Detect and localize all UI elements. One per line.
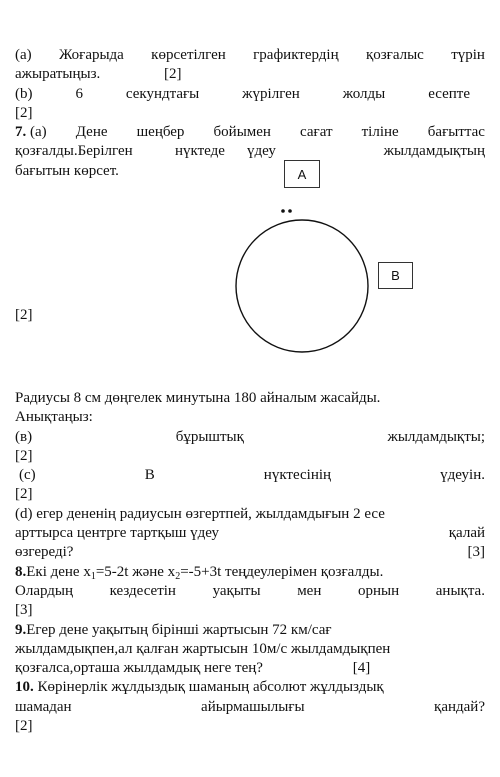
wheel-line2: Анықтаңыз:	[15, 409, 93, 426]
q7-line2: қозғалды.Берілген нүктеде үдеу жылдамдықтың	[15, 143, 485, 160]
wheel-b-points: [2]	[15, 447, 33, 464]
q10-points: [2]	[15, 718, 33, 735]
wheel-c-line: (c) В нүктесінің үдеуін.	[19, 467, 485, 484]
q9-number: 9	[15, 621, 23, 638]
point-dot-2	[288, 209, 292, 213]
wheel-d-points: [3]	[467, 544, 485, 561]
q7-line3: бағытын көрсет.	[15, 162, 119, 179]
wheel-d-line3: өзгереді? [3]	[15, 543, 485, 562]
wheel-problem	[15, 389, 485, 736]
wheel-d-line1: (d) егер дененің радиусын өзгертпей, жылдамдығын 2 есе	[15, 505, 385, 522]
q7-number: 7	[15, 124, 23, 141]
q6a-points: [2]	[164, 66, 182, 83]
q10-line1: 10. Көрінерлік жұлдыздық шаманың абсолют жұлдыздық	[15, 679, 384, 696]
q7-line1: 7. (a) Дене шеңбер бойымен сағат тіліне бағыттас	[15, 124, 485, 141]
point-a-label: A	[297, 166, 307, 182]
q6b-points: [2]	[15, 104, 33, 121]
point-b-box	[378, 262, 413, 289]
q9-line2: жылдамдықпен,ал қалған жартысын 10м/с жылдамдықпен	[15, 640, 391, 657]
q9-line1: 9.Егер дене уақытың бірінші жартысын 72 км/сағ	[15, 621, 332, 638]
q6a-label: (a)	[15, 47, 32, 63]
q6b-line: (b) 6 секундтағы жүрілген жолды есепте	[15, 85, 470, 102]
q7-points: [2]	[15, 307, 33, 323]
wheel-b-line: (в) бұрыштық жылдамдықты;	[15, 428, 485, 445]
q9-points: [4]	[352, 660, 371, 677]
motion-circle	[236, 220, 368, 352]
point-dot-1	[281, 209, 285, 213]
q10-number: 10	[15, 679, 30, 696]
q6a-line2: ажыратыңыз. [2]	[15, 66, 182, 83]
q8-line2: Олардың кездесетін уақыты мен орнын анықта.	[15, 582, 485, 599]
wheel-line1: Радиусы 8 см дөңгелек минутына 180 айналым жасайды.	[15, 390, 381, 406]
wheel-c-points: [2]	[15, 486, 33, 503]
q8-number: 8	[15, 563, 23, 580]
q9-line3: қозғалса,орташа жылдамдық неге тең? [4]	[15, 660, 371, 677]
point-b-label: B	[391, 268, 400, 283]
q6a-line1: (a) Жоғарыда көрсетілген графиктердің қозғалыс түрін	[15, 46, 485, 65]
q8-line1: 8.Екі дене $x_1=5-2t$ және $x_2=-5+3t$ теңдеулерімен қозғалды.	[15, 563, 384, 582]
wheel-d-line2: арттырса центрге тартқыш үдеу қалай	[15, 525, 485, 542]
q10-line2: шамадан айырмашылығы қандай?	[15, 698, 485, 715]
q8-points: [3]	[15, 602, 33, 619]
